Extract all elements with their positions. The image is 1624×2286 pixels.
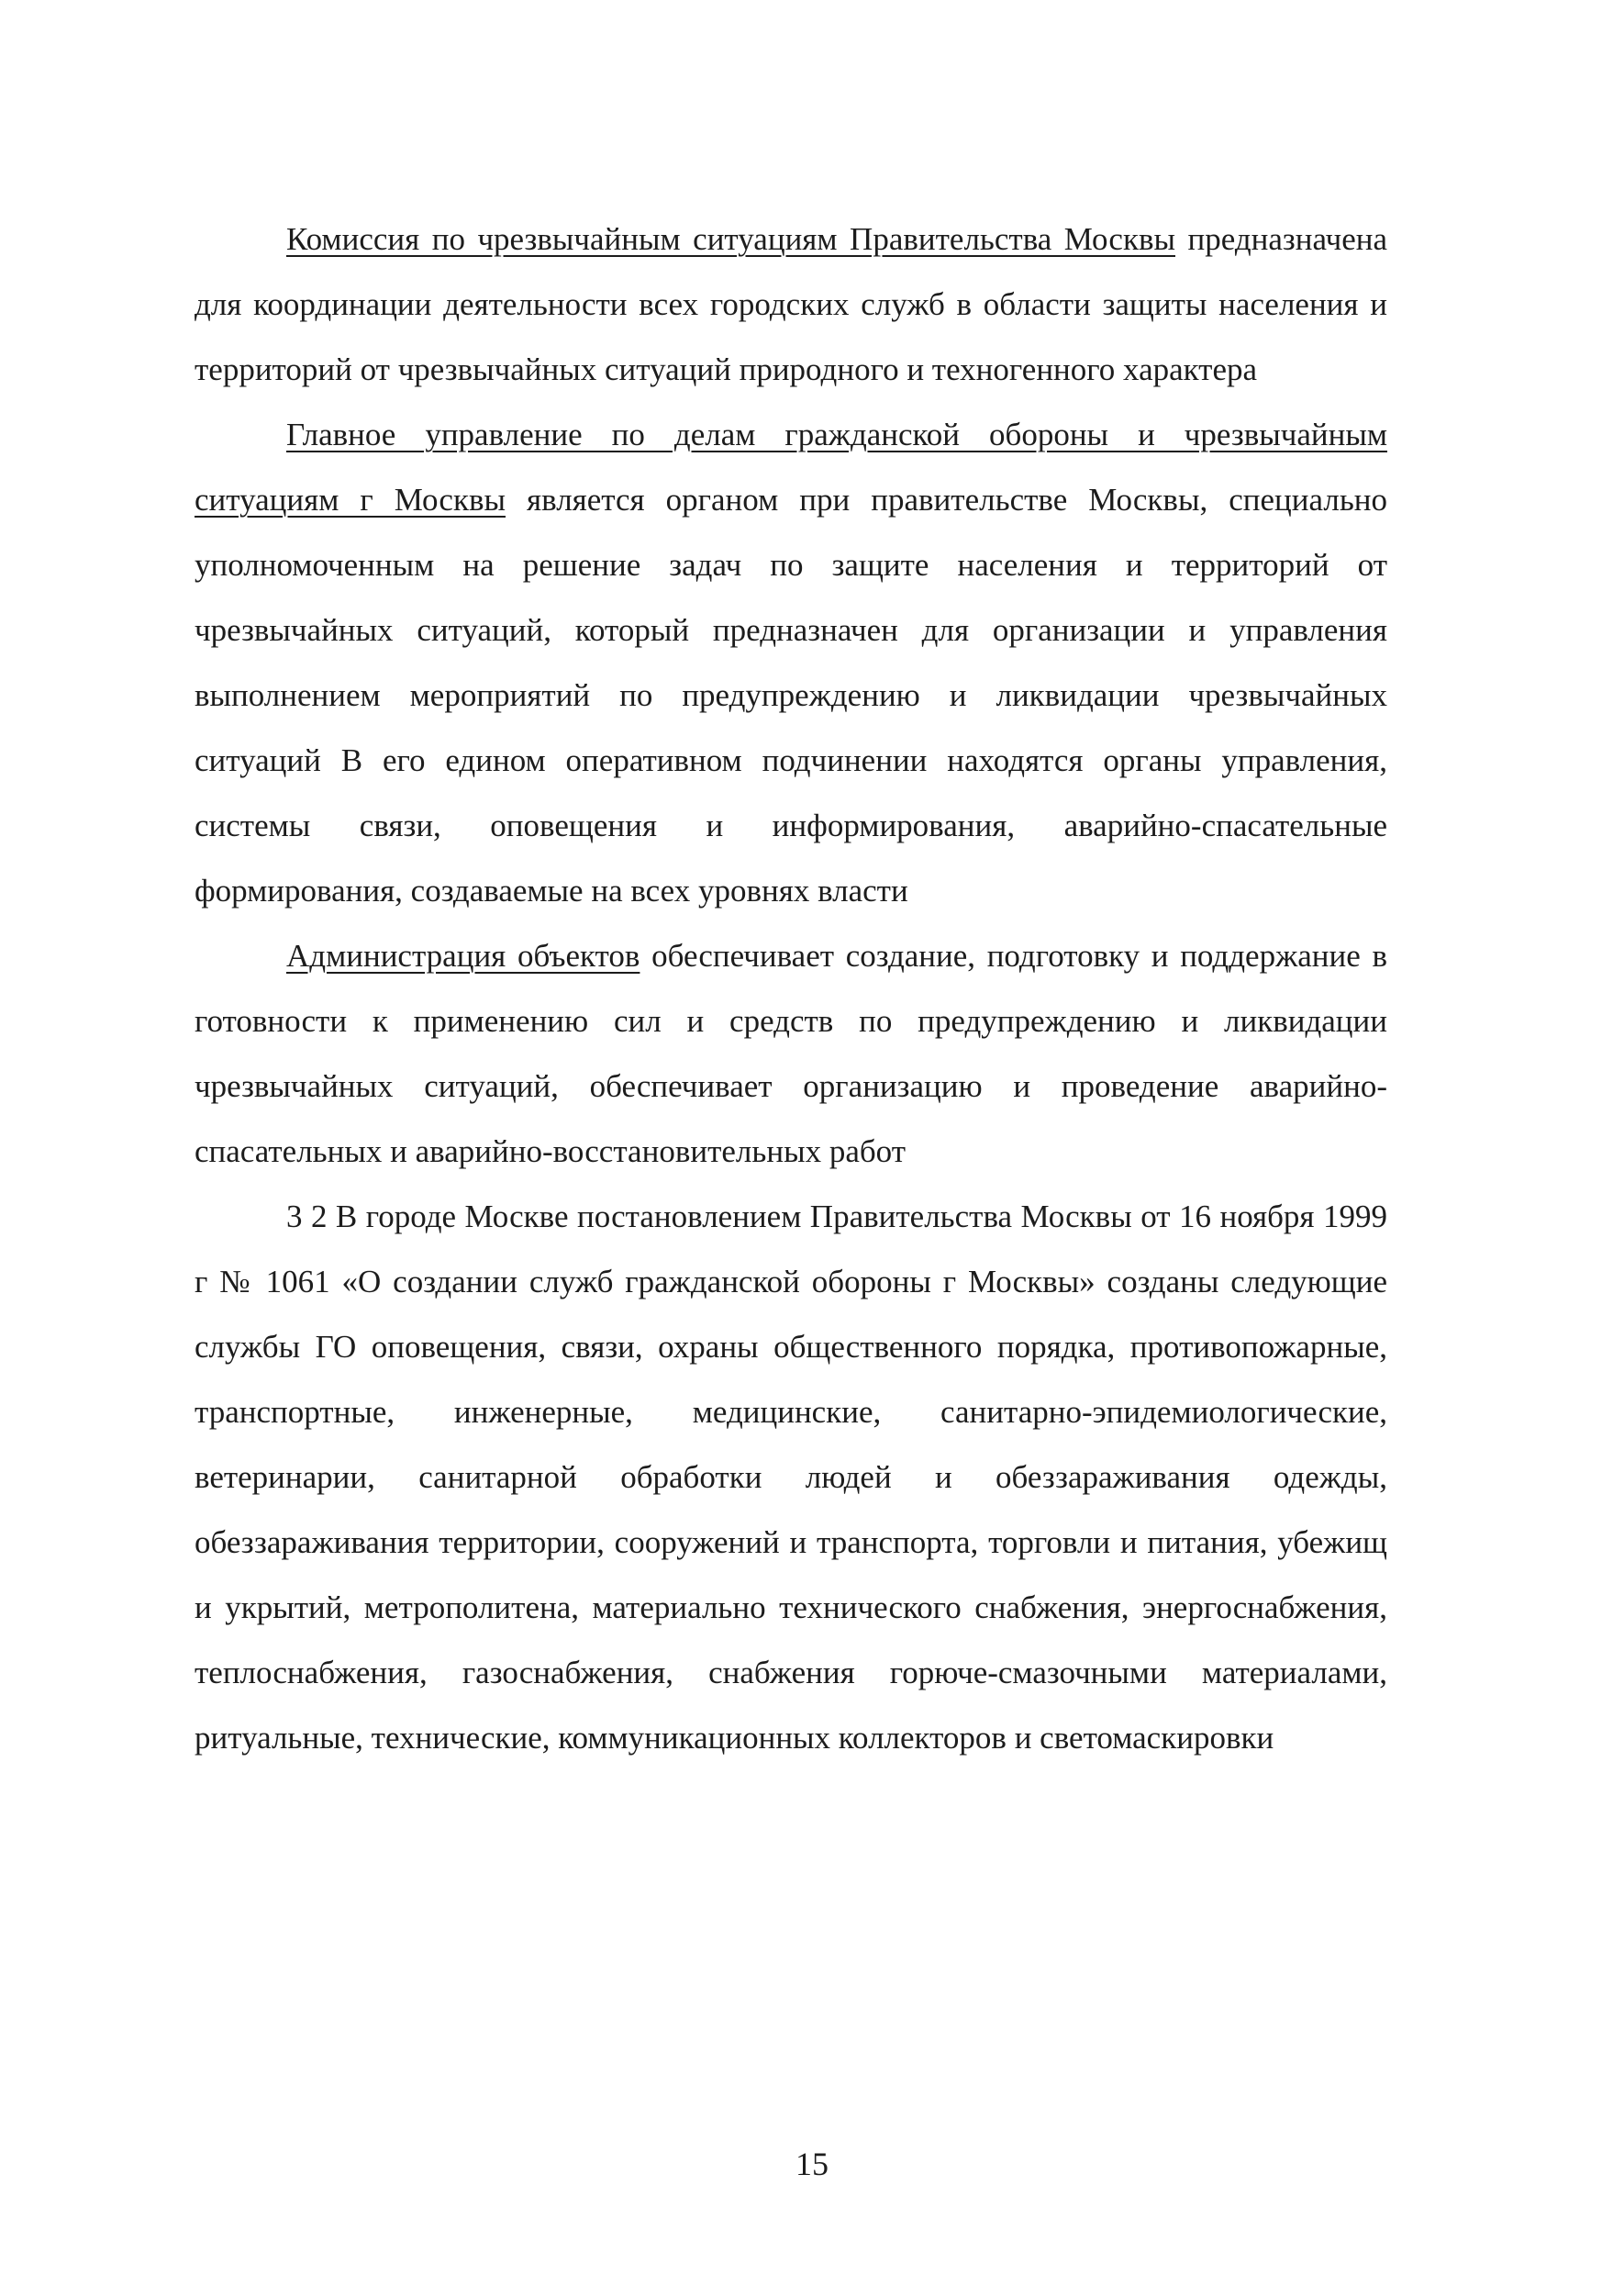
paragraph-section-3-2 xyxy=(195,1184,1387,1770)
paragraph-administration xyxy=(195,923,1387,1184)
paragraph-commission xyxy=(195,206,1387,402)
paragraph-section-3-2-text: 3 2 В городе Москве постановлением Правительства Москвы от 16 ноября 1999 г № 1061 «О создании служб гражданской обороны г Москвы» созданы следующие службы ГО оповещения, связи, охраны общественного порядка, противопожарные, транспортные, инженерные, медицинские, санитарно-эпидемиологические, ветеринарии, санитарной обработки людей и обеззараживания одежды, обеззараживания территории, сооружений и транспорта, торговли и питания, убежищ и укрытий, метрополитена, материально технического снабжения, энергоснабжения, теплоснабжения, газоснабжения, снабжения горюче-смазочными материалами, ритуальные, технические, коммуникационных коллекторов и светомаскировки xyxy=(195,1199,1387,1756)
term-commission: Комиссия по чрезвычайным ситуациям Правительства Москвы xyxy=(286,221,1176,257)
term-main-directorate: Главное управление по делам гражданской обороны и чрезвычайным ситуациям г Москвы xyxy=(195,417,1387,518)
term-administration: Администрация объектов xyxy=(286,938,640,974)
paragraph-main-directorate xyxy=(195,402,1387,923)
paragraph-administration-text: обеспечивает создание, подготовку и поддержание в готовности к применению сил и средств по предупреждению и ликвидации чрезвычайных ситуаций, обеспечивает организацию и проведение аварийно-спасательных и аварийно-восстановительных работ xyxy=(195,938,1387,1169)
paragraph-commission-text: предназначена для координации деятельности всех городских служб в области защиты населения и территорий от чрезвычайных ситуаций природного и техногенного характера xyxy=(195,221,1387,387)
paragraph-main-directorate-text: является органом при правительстве Москвы, специально уполномоченным на решение задач по защите населения и территорий от чрезвычайных ситуаций, который предназначен для организации и управления выполнением мероприятий по предупреждению и ликвидации чрезвычайных ситуаций В его едином оперативном подчинении находятся органы управления, системы связи, оповещения и информирования, аварийно-спасательные формирования, создаваемые на всех уровнях власти xyxy=(195,482,1388,909)
body-text xyxy=(195,206,1387,1770)
page-number: 15 xyxy=(795,2146,829,2182)
